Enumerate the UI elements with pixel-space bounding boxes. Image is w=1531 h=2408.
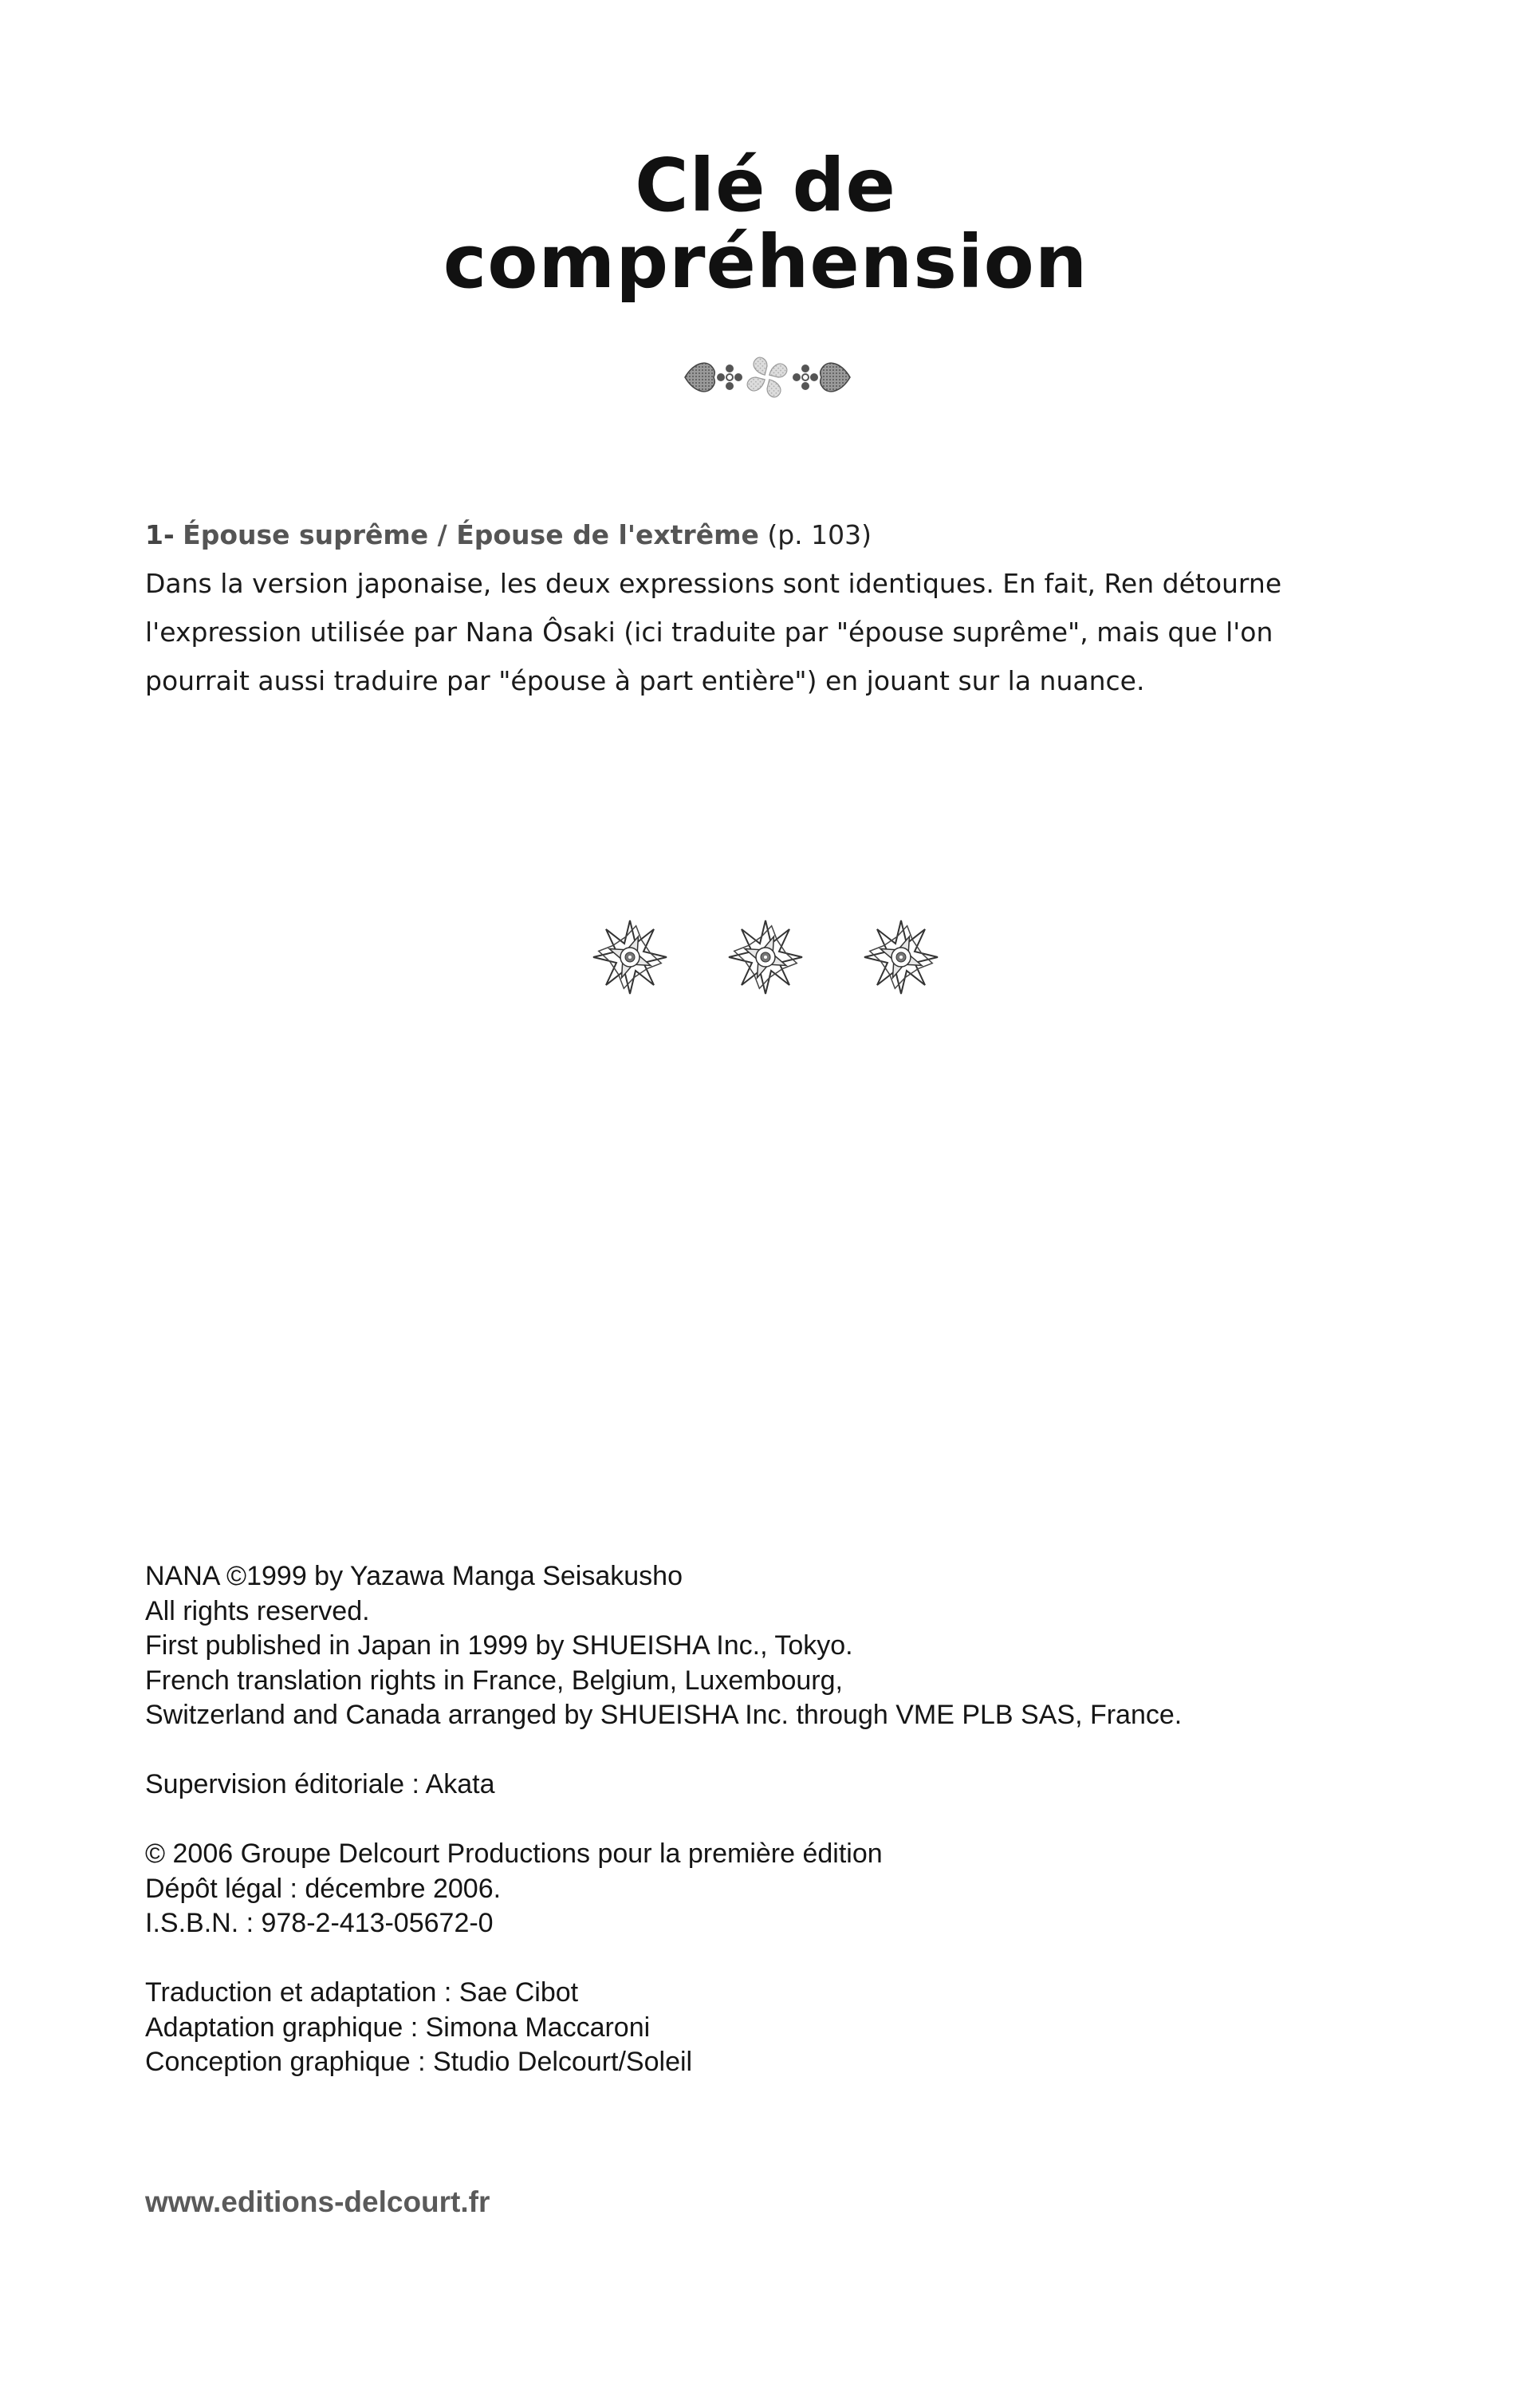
- note-page-ref: (p. 103): [767, 519, 872, 550]
- copyright-line: First published in Japan in 1999 by SHUEISHA Inc., Tokyo.: [145, 1630, 853, 1661]
- credits-block: [145, 1559, 1421, 2080]
- staff-line: Adaptation graphique : Simona Maccaroni: [145, 2012, 651, 2043]
- note-term: Épouse suprême / Épouse de l'extrême: [183, 519, 759, 550]
- spacer: [145, 1733, 1421, 1768]
- copyright-line: All rights reserved.: [145, 1595, 370, 1626]
- starburst-ornament-icon: [590, 917, 941, 997]
- edition-line: © 2006 Groupe Delcourt Productions pour la première édition: [145, 1839, 883, 1869]
- note-number: 1-: [145, 519, 175, 550]
- title-line-1: Clé de: [635, 143, 896, 228]
- spacer: [145, 1941, 1421, 1976]
- legal-deposit-line: Dépôt légal : décembre 2006.: [145, 1873, 502, 1904]
- supervision-line: Supervision éditoriale : Akata: [145, 1769, 495, 1799]
- isbn-line: I.S.B.N. : 978-2-413-05672-0: [145, 1908, 494, 1938]
- copyright-line: Switzerland and Canada arranged by SHUEISHA Inc. through VME PLB SAS, France.: [145, 1700, 1183, 1730]
- staff-line: Traduction et adaptation : Sae Cibot: [145, 1977, 579, 2008]
- title-line-2: compréhension: [443, 219, 1088, 305]
- note-line-3: pourrait aussi traduire par "épouse à part entière") en jouant sur la nuance.: [145, 665, 1145, 696]
- page-title: [0, 143, 1531, 305]
- note-line-1: Dans la version japonaise, les deux expressions sont identiques. En fait, Ren détourne: [145, 568, 1282, 599]
- translation-note: [145, 510, 1405, 705]
- publisher-website: www.editions-delcourt.fr: [145, 2185, 490, 2218]
- heart-flower-ornament-icon: [682, 349, 853, 405]
- note-heading: [145, 510, 1405, 559]
- note-line-2: l'expression utilisée par Nana Ôsaki (ici traduite par "épouse suprême", mais que l'on: [145, 617, 1273, 648]
- spacer: [145, 1803, 1421, 1838]
- copyright-line: French translation rights in France, Belgium, Luxembourg,: [145, 1665, 843, 1696]
- copyright-line: NANA ©1999 by Yazawa Manga Seisakusho: [145, 1561, 683, 1591]
- staff-line: Conception graphique : Studio Delcourt/Soleil: [145, 2047, 693, 2077]
